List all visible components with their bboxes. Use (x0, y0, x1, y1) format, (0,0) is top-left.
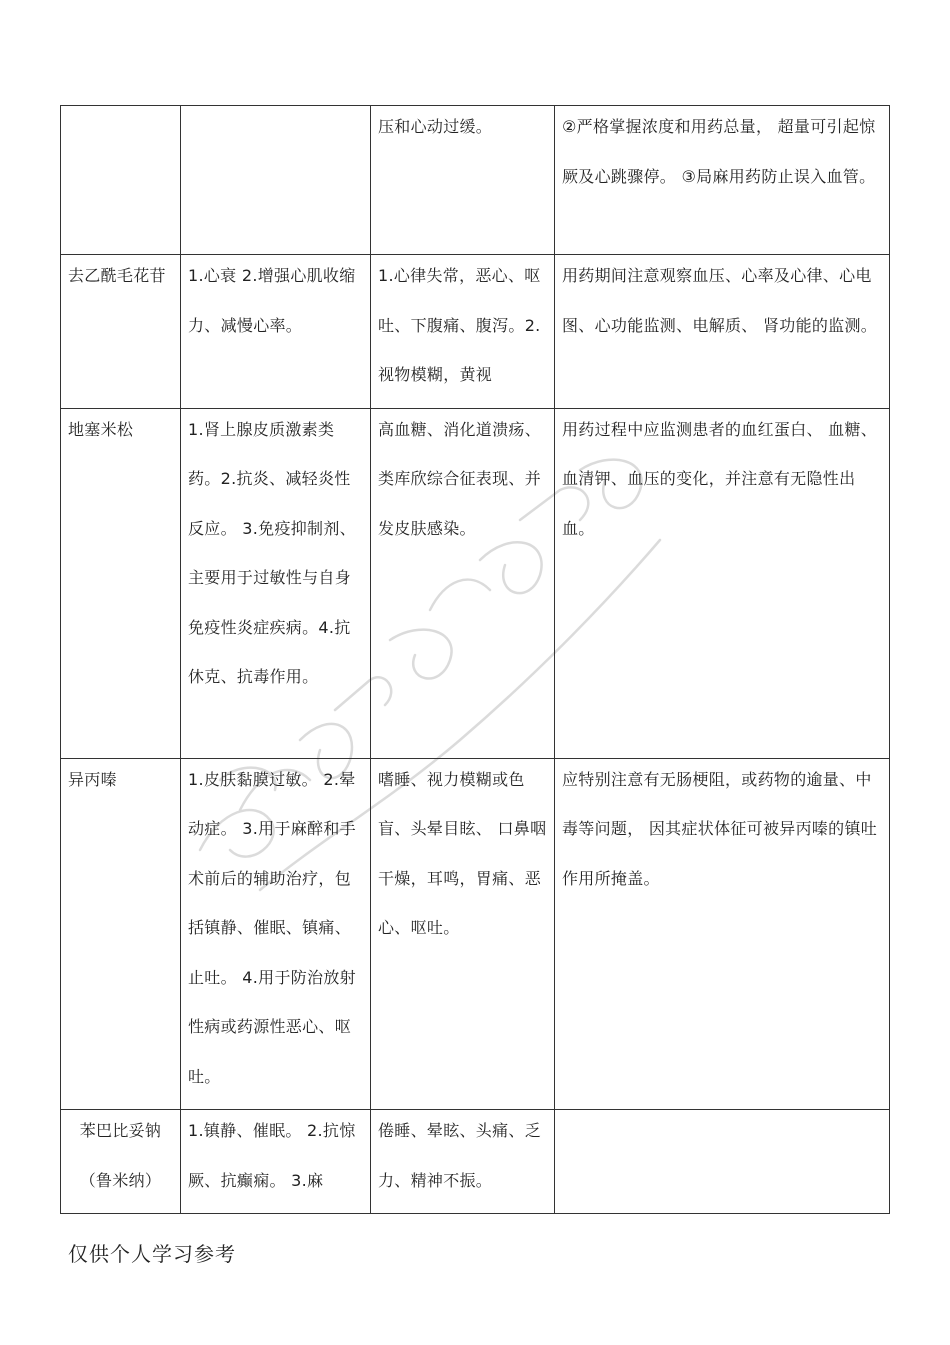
indication-text: 1.皮肤黏膜过敏。 2.晕动症。 3.用于麻醉和手术前后的辅助治疗，包括镇静、催眠、镇痛、止吐。 4.用于防治放射性病或药源性恶心、呕吐。 (188, 769, 356, 1086)
notes-text: 用药期间注意观察血压、心率及心律、心电图、心功能监测、电解质、 肾功能的监测。 (562, 266, 878, 335)
drug-name-cell (61, 408, 181, 758)
indication-cell (181, 758, 371, 1110)
drug-name: 苯巴比妥钠（鲁米纳） (79, 1121, 162, 1190)
drug-name-cell (61, 1110, 181, 1214)
table-row (61, 1110, 890, 1214)
adverse-text: 1.心律失常，恶心、呕吐、下腹痛、腹泻。2.视物模糊，黄视 (378, 266, 541, 384)
adverse-cell (371, 408, 555, 758)
footer-note: 仅供个人学习参考 (68, 1242, 236, 1266)
drug-name-cell (61, 758, 181, 1110)
adverse-cell (371, 106, 555, 255)
table-row (61, 255, 890, 409)
notes-text: ②严格掌握浓度和用药总量， 超量可引起惊厥及心跳骤停。 ③局麻用药防止误入血管。 (562, 117, 876, 186)
indication-text: 1.肾上腺皮质激素类药。2.抗炎、减轻炎性反应。 3.免疫抑制剂、主要用于过敏性与自身免疫性炎症疾病。4.抗休克、抗毒作用。 (188, 419, 356, 686)
drug-name: 异丙嗪 (68, 769, 117, 789)
table-row (61, 106, 890, 255)
adverse-cell (371, 255, 555, 409)
notes-cell (555, 106, 890, 255)
notes-cell (555, 408, 890, 758)
drug-name: 地塞米松 (68, 419, 134, 439)
notes-cell (555, 255, 890, 409)
table-row (61, 408, 890, 758)
indication-cell (181, 408, 371, 758)
adverse-cell (371, 1110, 555, 1214)
notes-cell (555, 1110, 890, 1214)
notes-text: 应特别注意有无肠梗阻，或药物的逾量、中毒等问题， 因其症状体征可被异丙嗪的镇吐作用所掩盖。 (562, 769, 878, 888)
adverse-text: 嗜睡、视力模糊或色盲、头晕目眩、 口鼻咽干燥，耳鸣，胃痛、恶心、呕吐。 (378, 769, 547, 937)
adverse-text: 倦睡、晕眩、头痛、乏力、精神不振。 (378, 1121, 542, 1190)
adverse-cell (371, 758, 555, 1110)
notes-text: 用药过程中应监测患者的血红蛋白、 血糖、血清钾、血压的变化，并注意有无隐性出血。 (562, 419, 878, 538)
indication-cell (181, 255, 371, 409)
drug-name: 去乙酰毛花苷 (68, 266, 166, 285)
indication-text: 1.心衰 2.增强心肌收缩力、减慢心率。 (188, 266, 356, 335)
drug-name-cell (61, 255, 181, 409)
drug-name-cell (61, 106, 181, 255)
notes-cell (555, 758, 890, 1110)
table-row (61, 758, 890, 1110)
adverse-text: 高血糖、消化道溃疡、类库欣综合征表现、并发皮肤感染。 (378, 419, 542, 538)
drug-table (60, 105, 890, 1214)
indication-cell (181, 1110, 371, 1214)
adverse-text: 压和心动过缓。 (378, 117, 493, 136)
indication-cell (181, 106, 371, 255)
indication-text: 1.镇静、催眠。 2.抗惊厥、抗癫痫。 3.麻 (188, 1121, 356, 1190)
